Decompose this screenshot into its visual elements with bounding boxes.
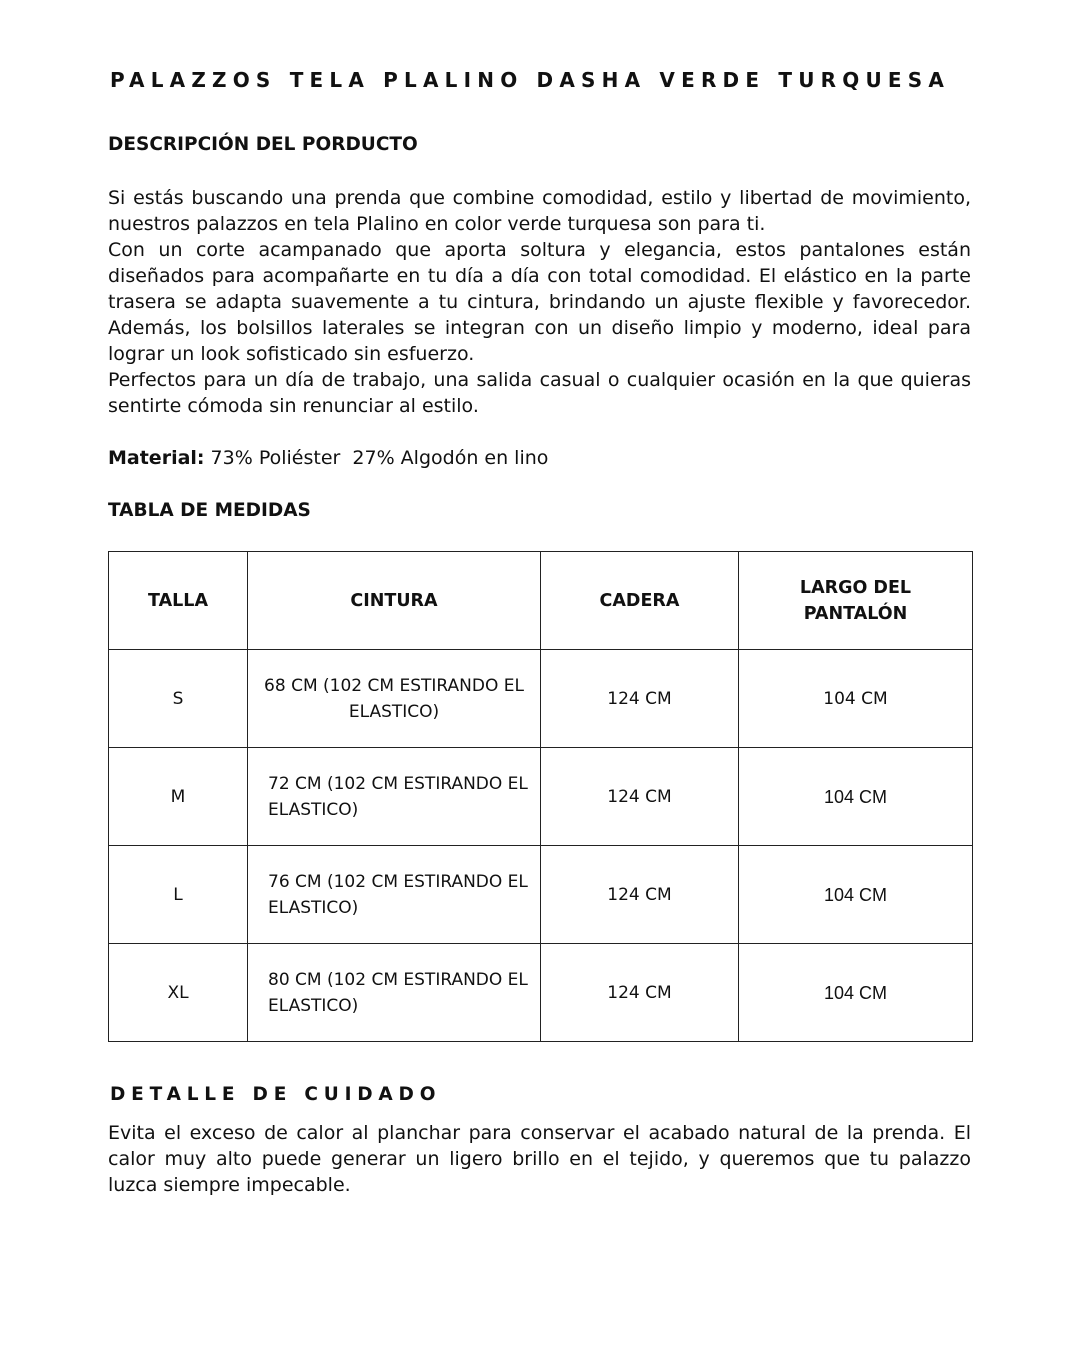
care-text: Evita el exceso de calor al planchar para conservar el acabado natural de la prenda. El calor muy alto puede generar un ligero brillo en el tejido, y queremos que tu palazzo luzca siempre impecable. — [108, 1122, 971, 1196]
size-table-heading: TABLA DE MEDIDAS — [108, 500, 311, 521]
hip-cell: 124 CM — [541, 846, 739, 944]
description-paragraph: Con un corte acampanado que aporta soltura y elegancia, estos pantalones están diseñados para acompañarte en tu día a día con total comodidad. El elástico en la parte trasera se adapta suavemente a tu cintura, brindando un ajuste flexible y favorecedor. Además, los bolsillos laterales se integran con un diseño limpio y moderno, ideal para lograr un look sofisticado sin esfuerzo. — [108, 239, 971, 365]
material-line — [108, 445, 548, 471]
length-cell: 104 CM — [739, 846, 973, 944]
size-cell: M — [109, 748, 248, 846]
hip-cell: 124 CM — [541, 748, 739, 846]
table-row — [109, 650, 973, 748]
column-header-waist: CINTURA — [248, 552, 541, 650]
column-header-length: LARGO DEL PANTALÓN — [739, 552, 973, 650]
table-row — [109, 944, 973, 1042]
hip-cell: 124 CM — [541, 650, 739, 748]
table-header-row — [109, 552, 973, 650]
waist-cell: 68 CM (102 CM ESTIRANDO EL ELASTICO) — [248, 650, 541, 748]
waist-cell: 76 CM (102 CM ESTIRANDO EL ELASTICO) — [248, 846, 541, 944]
column-header-hip: CADERA — [541, 552, 739, 650]
length-cell: 104 CM — [739, 650, 973, 748]
page-title: PALAZZOS TELA PLALINO DASHA VERDE TURQUESA — [110, 68, 951, 92]
waist-cell: 72 CM (102 CM ESTIRANDO EL ELASTICO) — [248, 748, 541, 846]
description-paragraph: Perfectos para un día de trabajo, una salida casual o cualquier ocasión en la que quieras sentirte cómoda sin renunciar al estilo. — [108, 369, 971, 417]
waist-cell: 80 CM (102 CM ESTIRANDO EL ELASTICO) — [248, 944, 541, 1042]
table-row — [109, 748, 973, 846]
size-cell: L — [109, 846, 248, 944]
table-row — [109, 846, 973, 944]
size-cell: XL — [109, 944, 248, 1042]
length-cell: 104 CM — [739, 748, 973, 846]
care-heading: DETALLE DE CUIDADO — [110, 1084, 442, 1105]
description-paragraph: Si estás buscando una prenda que combine comodidad, estilo y libertad de movimiento, nuestros palazzos en tela Plalino en color verde turquesa son para ti. — [108, 187, 971, 235]
material-value: 73% Poliéster 27% Algodón en lino — [204, 447, 549, 469]
material-label: Material: — [108, 447, 205, 469]
size-cell: S — [109, 650, 248, 748]
size-table — [108, 551, 973, 1042]
column-header-size: TALLA — [109, 552, 248, 650]
description-heading: DESCRIPCIÓN DEL PORDUCTO — [108, 134, 418, 155]
length-cell: 104 CM — [739, 944, 973, 1042]
hip-cell: 124 CM — [541, 944, 739, 1042]
